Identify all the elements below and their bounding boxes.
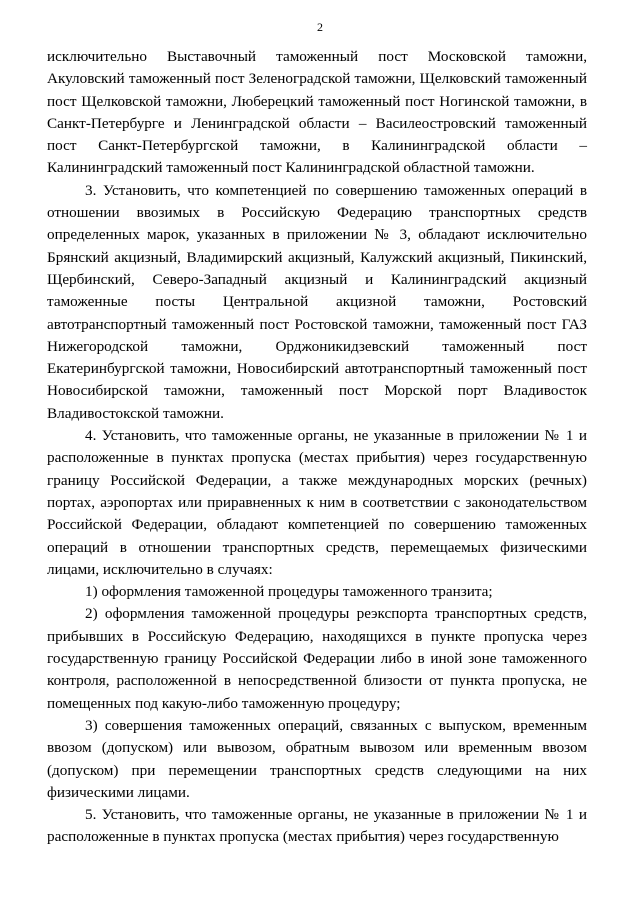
paragraph-item-4: 4. Установить, что таможенные органы, не указанные в приложении № 1 и расположенные в пунктах пропуска (местах прибытия) через государственную границу Российской Федерации, а также международных морских (речных) портах, аэропортах или приравненных к ним в соответствии с законодательством Российской Федерации, обладают компетенцией по совершению таможенных операций в отношении транспортных средств, перемещаемых физическими лицами, исключительно в случаях: xyxy=(47,427,587,578)
page-number: 2 xyxy=(317,20,323,34)
paragraph-continuation: исключительно Выставочный таможенный пост Московской таможни, Акуловский таможенный пост Зеленоградской таможни, Щелковский таможенный пост Щелковской таможни, Люберецкий таможенный пост Ногинской таможни, в Санкт-Петербурге и Ленинградской области – Василеостровский таможенный пост Санкт-Петербургской таможни, в Калининградской области – Калининградский таможенный пост Калининградской областной таможни. xyxy=(47,48,587,177)
paragraph-item-3: 3. Установить, что компетенцией по совершению таможенных операций в отношении ввозимых в Российскую Федерацию транспортных средств определенных марок, указанных в приложении № 3, обладают исключительно Брянский акцизный, Владимирский акцизный, Калужский акцизный, Пикинский, Щербинский, Северо-Западный акцизный и Калининградский акцизный таможенные посты Центральной акцизной таможни, Ростовский автотранспортный таможенный пост Ростовской таможни, таможенный пост ГАЗ Нижегородской таможни, Орджоникидзевский таможенный пост Екатеринбургской таможни, Новосибирский автотранспортный таможенный пост Новосибирской таможни, таможенный пост Морской порт Владивосток Владивостокской таможни. xyxy=(47,181,587,422)
subitem-3: 3) совершения таможенных операций, связанных с выпуском, временным ввозом (допуском) или вывозом, обратным вывозом или временным ввозом (допуском) при перемещении транспортных средств следующими на них физическими лицами. xyxy=(47,716,587,801)
subitem-1: 1) оформления таможенной процедуры таможенного транзита; xyxy=(85,583,493,601)
document-body xyxy=(47,46,587,849)
subitem-2: 2) оформления таможенной процедуры реэкспорта транспортных средств, прибывших в Российскую Федерацию, находящихся в пункте пропуска через государственную границу Российской Федерации либо в иной зоне таможенного контроля, расположенной в непосредственной близости от пункта пропуска, не помещенных под какую-либо таможенную процедуру; xyxy=(47,605,587,712)
paragraph-item-5: 5. Установить, что таможенные органы, не указанные в приложении № 1 и расположенные в пунктах пропуска (местах прибытия) через государственную xyxy=(47,806,587,846)
